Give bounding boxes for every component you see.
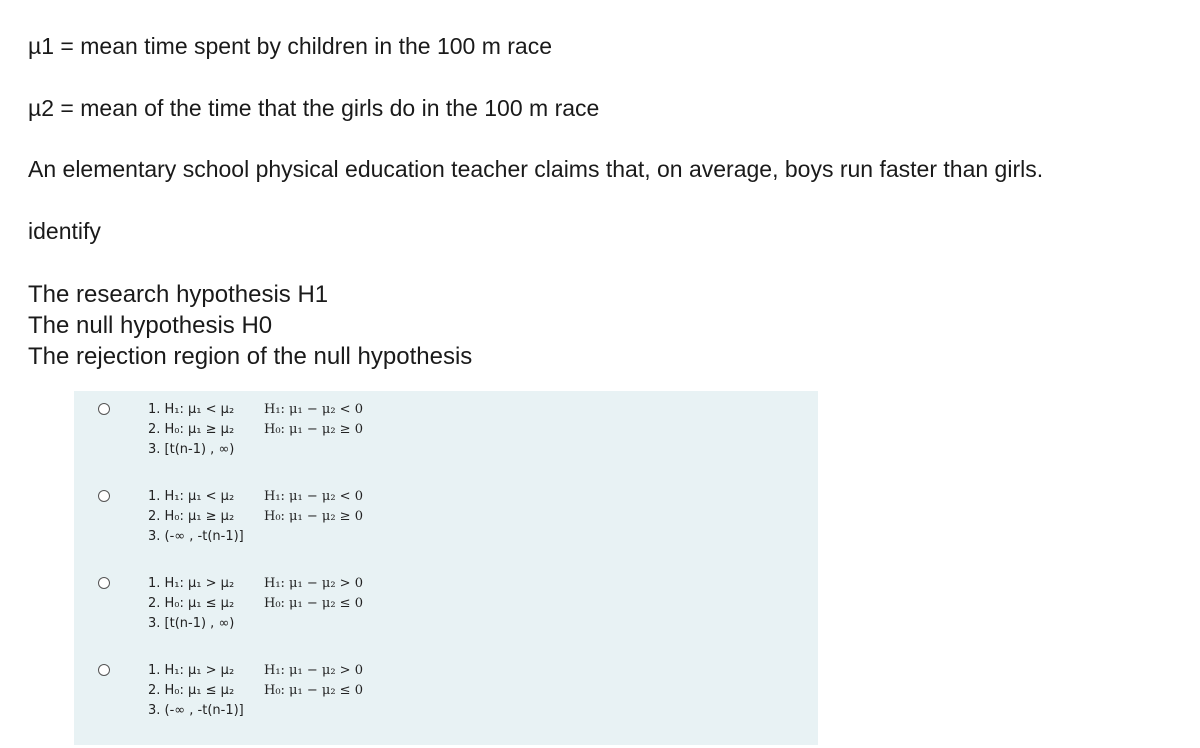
option-2-h1-right: H₁: μ₁ − μ₂ < 0 xyxy=(264,489,363,504)
option-2-h0-right: H₀: μ₁ − μ₂ ≥ 0 xyxy=(264,509,363,524)
answer-option-4[interactable] xyxy=(74,652,818,732)
option-1-h1-right: H₁: μ₁ − μ₂ < 0 xyxy=(264,402,363,417)
option-3-h0-left: 2. H₀: μ₁ ≤ μ₂ xyxy=(148,596,235,611)
radio-button-2[interactable] xyxy=(98,490,110,502)
option-4-h1-right: H₁: μ₁ − μ₂ > 0 xyxy=(264,663,363,678)
item-null-hypothesis: The null hypothesis H0 xyxy=(28,312,273,339)
option-3-region: 3. [t(n-1) , ∞) xyxy=(148,616,235,631)
option-4-h1-left: 1. H₁: μ₁ > μ₂ xyxy=(148,663,235,678)
option-3-h1-left: 1. H₁: μ₁ > μ₂ xyxy=(148,576,235,591)
option-1-h0-left: 2. H₀: μ₁ ≥ μ₂ xyxy=(148,422,235,437)
answer-options xyxy=(74,391,818,745)
item-research-hypothesis: The research hypothesis H1 xyxy=(28,281,329,308)
mu1-definition: µ1 = mean time spent by children in the 100 m race xyxy=(28,33,553,59)
instruction-text: identify xyxy=(28,218,101,244)
option-1-h1-left: 1. H₁: μ₁ < μ₂ xyxy=(148,402,235,417)
radio-button-4[interactable] xyxy=(98,664,110,676)
option-1-region: 3. [t(n-1) , ∞) xyxy=(148,442,235,457)
option-2-h1-left: 1. H₁: μ₁ < μ₂ xyxy=(148,489,235,504)
option-4-region: 3. (-∞ , -t(n-1)] xyxy=(148,703,244,718)
mu2-definition: µ2 = mean of the time that the girls do in the 100 m race xyxy=(28,95,600,121)
option-3-h0-right: H₀: μ₁ − μ₂ ≤ 0 xyxy=(264,596,363,611)
option-1-h0-right: H₀: μ₁ − μ₂ ≥ 0 xyxy=(264,422,363,437)
item-rejection-region: The rejection region of the null hypothesis xyxy=(28,343,473,370)
option-3-h1-right: H₁: μ₁ − μ₂ > 0 xyxy=(264,576,363,591)
option-4-h0-right: H₀: μ₁ − μ₂ ≤ 0 xyxy=(264,683,363,698)
option-2-region: 3. (-∞ , -t(n-1)] xyxy=(148,529,244,544)
radio-button-3[interactable] xyxy=(98,577,110,589)
items-to-identify xyxy=(28,279,472,372)
radio-button-1[interactable] xyxy=(98,403,110,415)
option-4-h0-left: 2. H₀: μ₁ ≤ μ₂ xyxy=(148,683,235,698)
answer-option-1[interactable] xyxy=(74,391,818,471)
claim-statement: An elementary school physical education teacher claims that, on average, boys run faster than girls. xyxy=(28,156,1044,182)
option-2-h0-left: 2. H₀: μ₁ ≥ μ₂ xyxy=(148,509,235,524)
answer-option-3[interactable] xyxy=(74,565,818,645)
answer-option-2[interactable] xyxy=(74,478,818,558)
